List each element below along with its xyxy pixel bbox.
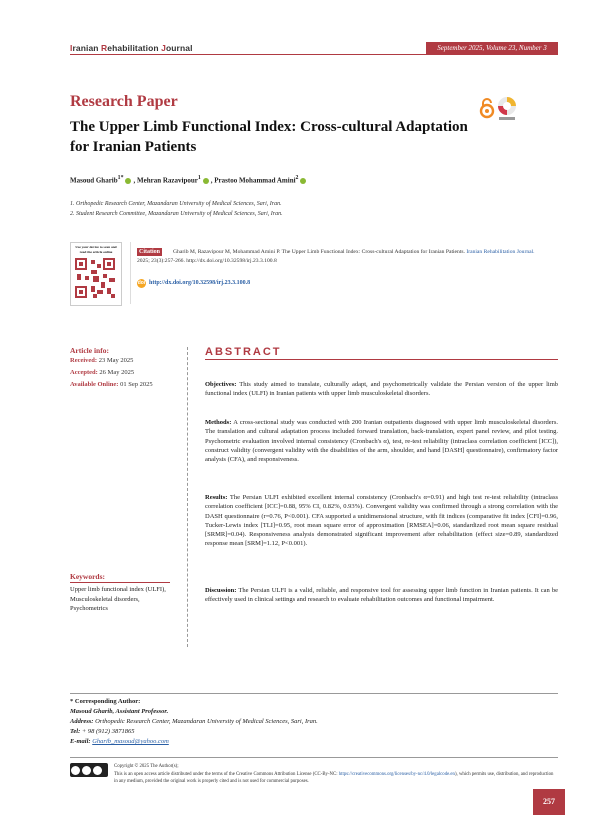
license-rule <box>70 757 558 758</box>
footer-rule <box>70 693 558 694</box>
abstract-methods: Methods: A cross-sectional study was conducted with 200 Iranian outpatients diagnosed with upper limb musculoskeletal disorders. The translation and cultural adaptation process included forward translation, back-translation, expert panel review, and pilot testing. Psychometric evaluation involved internal consistency (Cronbach's α), test, re-test reliability (intraclass correlation coefficient [ICC]), construct validity (convergent validity with the disabilities of the arm, shoulder, and hand [DASH] questionnaire), confirmatory factor analysis (CFA), and responsiveness. <box>205 419 558 464</box>
abstract-heading: ABSTRACT <box>205 346 282 358</box>
keywords-heading: Keywords: <box>70 572 105 581</box>
author-name[interactable]: Masoud Gharib <box>70 176 118 185</box>
corr-email: E-mail: Gharib_masoud@yahoo.com <box>70 738 169 745</box>
paper-type: Research Paper <box>70 93 178 110</box>
article-info-heading: Article info: <box>70 346 109 355</box>
page-number: 257 <box>533 789 565 815</box>
orcid-icon[interactable] <box>125 178 131 184</box>
abstract-rule <box>205 359 558 360</box>
affiliation: 1. Orthopedic Research Center, Mazandaran University of Medical Sciences, Sari, Iran. <box>70 201 282 207</box>
corr-tel: Tel: + 98 (912) 3871865 <box>70 728 135 735</box>
header-rule <box>70 54 558 55</box>
corr-name: Masoud Gharib, Assistant Professor. <box>70 708 169 715</box>
issue-badge: September 2025, Volume 23, Number 3 <box>426 42 558 54</box>
correspondence <box>70 697 490 747</box>
divider <box>130 242 131 304</box>
author-name[interactable]: Prastoo Mohammad Amini <box>214 176 296 185</box>
keywords-list: Upper limb functional index (ULFI), Musculoskeletal disorders, Psychometrics <box>70 586 166 612</box>
corr-heading: * Corresponding Author: <box>70 698 141 705</box>
accepted-date: Accepted: 26 May 2025 <box>70 369 135 376</box>
author-name[interactable]: Mehran Razavipour <box>136 176 198 185</box>
journal-name: Iranian Rehabilitation Journal <box>70 43 193 53</box>
authors: Masoud Gharib$^{1*}$ , Mehran Razavipour$^1$ , Prastoo Mohammad Amini$^2$ <box>70 175 308 184</box>
license-link[interactable]: https://creativecommons.org/licenses/by-nc/4.0/legalcode.en <box>338 771 455 777</box>
abstract-results: Results: The Persian ULFI exhibited excellent internal consistency (Cronbach's α=0.91) and high test re-test reliability (intraclass correlation coefficient [ICC]=0.88, 95% CI, 0.82%, 0.93%). Convergent validity was confirmed through a strong correlation with the DASH questionnaire (r=0.76, P<0.001). CFA supported a unidimensional structure, with fit indices (comparative fit index [CFI]=0.96, Tucker-Lewis index [TLI]=0.95, root mean square error of approximation [RMSEA]=0.06, standardized root mean square residual [SRMR]=0.04). Responsiveness analysis demonstrated significant improvement after rehabilitation (effect size=0.89, standardized response mean [SRM]=1.12, P<0.001). <box>205 494 558 548</box>
email-link[interactable]: Gharib_masoud@yahoo.com <box>92 738 169 745</box>
abstract-objectives: Objectives: This study aimed to translate, culturally adapt, and psychometrically validate the Persian version of the upper limb functional index (ULFI) in Iranian patients with upper limb musculoskeletal disorders. <box>205 381 558 398</box>
abstract-discussion: Discussion: The Persian ULFI is a valid, reliable, and responsive tool for assessing upper limb function in Iranian patients. It can be effectively used in clinical settings and research to evaluate rehabilitation outcomes and functional impairment. <box>205 587 558 604</box>
license-text: Copyright © 2025 The Author(s); This is an open access article distributed under the terms of the Creative Commons Attribution License (CC-By-NC: https://creativecommons.org/licenses/by-nc/4.0/legalcode.en), which permits use, distribution, and reproduction in any medium, provided the original work is properly cited and is not used for commercial purposes. <box>114 764 554 784</box>
column-divider <box>187 347 188 647</box>
doi-link[interactable]: http://dx.doi.org/10.32598/irj.23.3.100.8 <box>149 280 251 286</box>
crossmark-icon[interactable] <box>497 96 517 122</box>
orcid-icon[interactable] <box>203 178 209 184</box>
paper-title: The Upper Limb Functional Index: Cross-cultural Adaptation for Iranian Patients <box>70 119 468 155</box>
orcid-icon[interactable] <box>300 178 306 184</box>
qr-caption: Use your device to scan and read the article online <box>75 245 117 254</box>
open-access-icon <box>478 97 496 119</box>
received-date: Received: 23 May 2025 <box>70 357 134 364</box>
qr-code-icon[interactable] <box>75 258 115 298</box>
citation-text: Gharib M, Razavipour M, Mohammad Amini P. The Upper Limb Functional Index: Cross-cultural Adaptation for Iranian Patients. Iranian Rehabilitation Journal. 2025; 23(3):257-266. http://dx.doi.org/10.32598/irj.23.3.100.8 <box>137 249 535 264</box>
cc-license-icon[interactable] <box>70 763 108 777</box>
online-date: Available Online: 01 Sep 2025 <box>70 381 153 388</box>
citation-label: Citation <box>139 249 160 255</box>
keywords-rule <box>70 582 170 583</box>
doi-icon: doi <box>137 280 146 286</box>
affiliation: 2. Student Research Committee, Mazandaran University of Medical Sciences, Sari, Iran. <box>70 211 283 217</box>
corr-address: Address: Orthopedic Research Center, Mazandaran University of Medical Sciences, Sari, Iran. <box>70 718 318 725</box>
